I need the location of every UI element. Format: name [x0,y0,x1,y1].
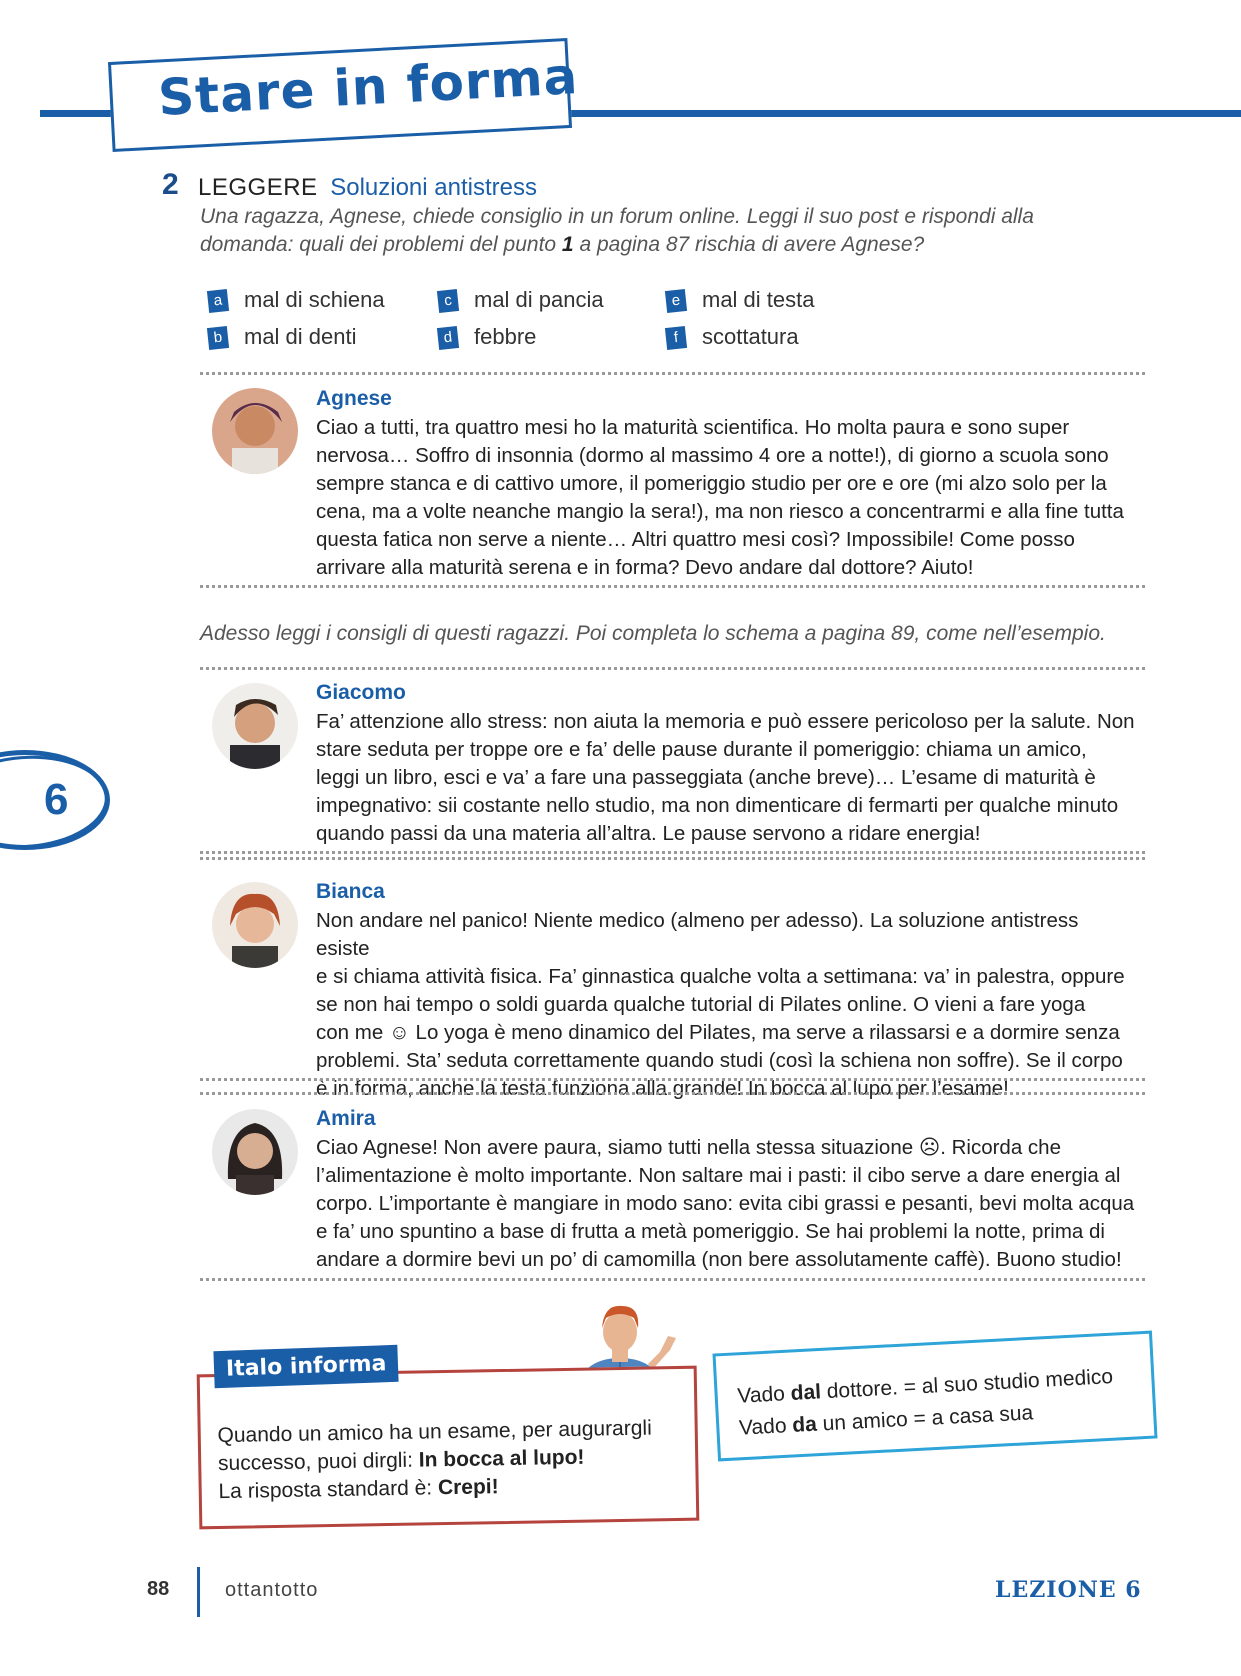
option-letter: e [665,289,687,313]
italo-informa-tag: Italo informa [213,1345,399,1388]
avatar [212,882,298,968]
instruction-line-1: Una ragazza, Agnese, chiede consiglio in un forum online. Leggi il suo post e rispondi alla [200,205,1034,228]
exercise-title: Soluzioni antistress [330,174,537,201]
exercise-kind: LEGGERE [198,174,318,201]
option-letter: f [665,326,687,350]
divider [200,851,1145,854]
divider [200,372,1145,375]
option-a: a mal di schiena [208,287,385,313]
post-body: Ciao a tutti, tra quattro mesi ho la maturità scientifica. Ho molta paura e sono super nervosa… Soffro di insonnia (dormo al massimo 4 ore a notte!), di giorno a scuola sono sempre stanca e di cattivo umore, il pomeriggio studio per ore e ore (mi alzo solo per la cena, ma a volte neanche mangio la sera!), ma non riesco a concentrarmi e alla fine tutta questa fatica non serve a niente… Altri quattro mesi così? Impossibile! Come posso arrivare alla maturità serena e in forma? Devo andare dal dottore? Aiuto! [316,416,1124,579]
exercise-heading [198,174,537,202]
option-d: d febbre [438,324,536,350]
page-number: 88 [147,1578,170,1600]
avatar [212,388,298,474]
instruction-line-2: domanda: quali dei problemi del punto 1 a pagina 87 rischia di avere Agnese? [200,233,925,256]
divider [200,667,1145,670]
divider [200,1278,1145,1281]
divider [200,1078,1145,1081]
avatar [212,1109,298,1195]
italo-informa-text: Quando un amico ha un esame, per augurargli successo, puoi dirgli: In bocca al lupo! La risposta standard è: Crepi! [217,1416,652,1504]
post-author: Giacomo [316,681,406,704]
option-letter: d [437,326,459,350]
option-c: c mal di pancia [438,287,604,313]
avatar [212,683,298,769]
footer-divider [197,1567,200,1617]
lesson-tab-number: 6 [44,775,69,824]
divider [200,585,1145,588]
option-b: b mal di denti [208,324,357,350]
page-number-word: ottantotto [225,1579,319,1601]
instruction-2: Adesso leggi i consigli di questi ragazzi. Poi completa lo schema a pagina 89, come nell’esempio. [200,622,1106,645]
post-body: Non andare nel panico! Niente medico (almeno per adesso). La soluzione antistress esiste e si chiama attività fisica. Fa’ ginnastica qualche volta a settimana: va’ in palestra, oppure se non hai tempo o soldi guarda qualche tutorial di Pilates online. O vieni a fare yoga con me ☺ Lo yoga è meno dinamico del Pilates, ma serve a rilassarsi e a dormire senza problemi. Sta’ seduta correttamente quando studi (così la schiena non soffre). Se il corpo è in forma, anche la testa funziona alla grande! In bocca al lupo per l’esame! [316,909,1125,1100]
post-body: Ciao Agnese! Non avere paura, siamo tutti nella stessa situazione ☹. Ricorda che l’alimentazione è molto importante. Non saltare mai i pasti: il cibo serve a dare energia al corpo. L’importante è mangiare in modo sano: evita cibi grassi e pesanti, bevi molta acqua e fa’ uno spuntino a base di frutta a metà pomeriggio. Se hai problemi la notte, prima di andare a dormire bevi un po’ di camomilla (non bere assolutamente caffè). Buono studio! [316,1136,1135,1271]
divider [200,1092,1145,1095]
post-author: Agnese [316,387,392,410]
option-letter: a [207,289,229,313]
post-author: Bianca [316,880,385,903]
divider [200,857,1145,860]
grammar-note-text: Vado dal dottore. = al suo studio medico Vado da un amico = a casa sua [736,1365,1114,1440]
exercise-number: 2 [162,168,179,201]
page-title: Stare in forma [156,47,580,127]
post-body: Fa’ attenzione allo stress: non aiuta la memoria e può essere pericoloso per la salute. Non stare seduta per troppe ore e fa’ delle pause durante il pomeriggio: chiama un amico, leggi un libro, esci e va’ a fare una passeggiata (anche breve)… L’esame di maturità è impegnativo: sii costante nello studio, ma non dimenticare di fermarti per qualche minuto quando passi da una materia all’altra. Le pause servono a ridare energia! [316,710,1135,845]
option-f: f scottatura [666,324,799,350]
option-e: e mal di testa [666,287,815,313]
post-author: Amira [316,1107,376,1130]
option-letter: b [207,326,229,350]
lesson-label: LEZIONE 6 [995,1577,1142,1603]
option-letter: c [437,289,459,313]
